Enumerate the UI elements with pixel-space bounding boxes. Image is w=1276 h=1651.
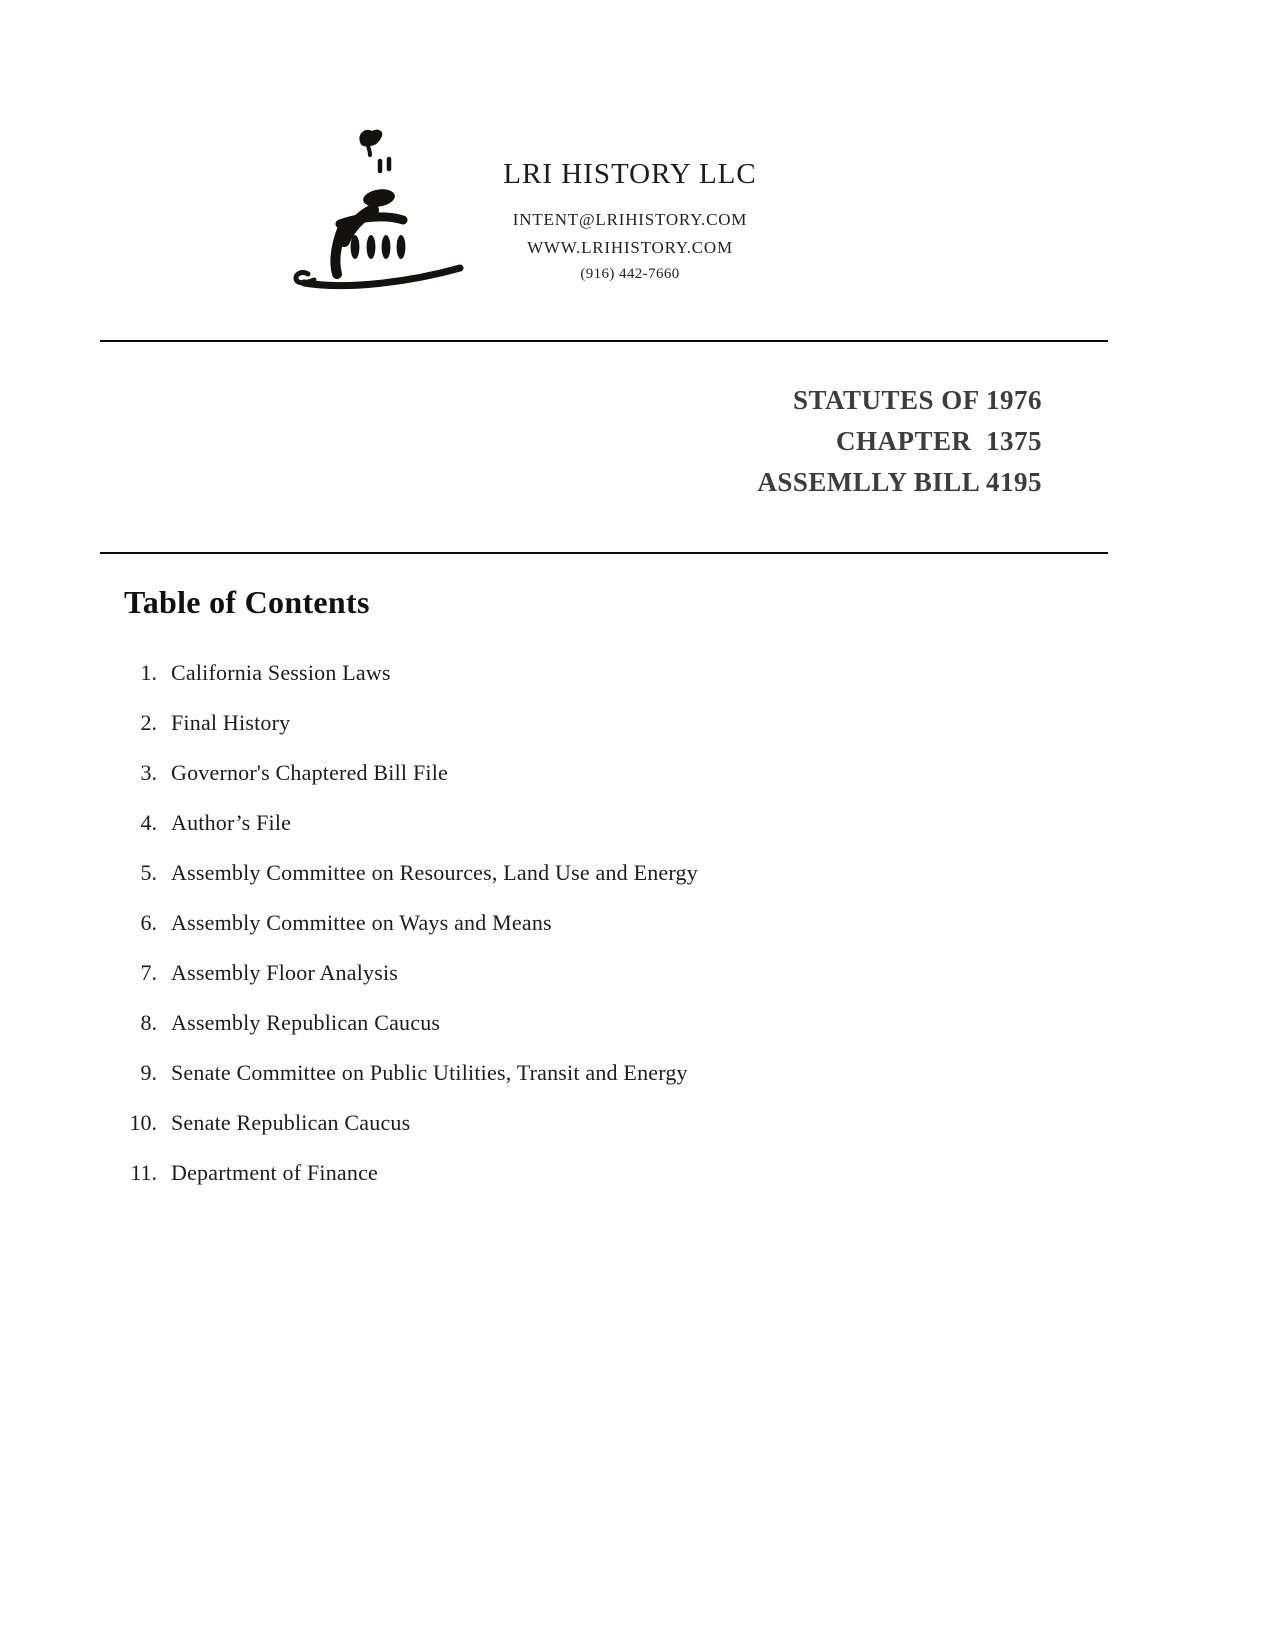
toc-item-number: 9. xyxy=(140,1060,157,1085)
toc-item-label: Assembly Committee on Ways and Means xyxy=(171,910,552,935)
chapter-line: CHAPTER 1375 xyxy=(835,426,1042,456)
toc-item xyxy=(100,948,1100,998)
company-email: INTENT@LRIHISTORY.COM xyxy=(512,210,748,229)
toc-item-number: 2. xyxy=(140,710,157,735)
company-name: LRI HISTORY LLC xyxy=(503,158,757,190)
company-website: WWW.LRIHISTORY.COM xyxy=(527,238,733,257)
toc-item-number: 6. xyxy=(140,910,157,935)
company-phone: (916) 442-7660 xyxy=(580,266,680,282)
toc-item xyxy=(100,648,1100,698)
toc-item-number: 4. xyxy=(140,810,157,835)
toc-item xyxy=(100,1148,1100,1198)
toc-item xyxy=(100,698,1100,748)
toc-item-number: 1. xyxy=(140,660,157,685)
toc-item-number: 3. xyxy=(140,760,157,785)
toc-item xyxy=(100,848,1100,898)
toc-item-label: California Session Laws xyxy=(171,660,391,685)
toc-item-label: Governor's Chaptered Bill File xyxy=(171,760,448,785)
toc-item-label: Final History xyxy=(171,710,291,735)
bill-line: ASSEMLLY BILL 4195 xyxy=(757,467,1042,497)
toc-item-number: 7. xyxy=(140,960,157,985)
toc-item-label: Assembly Republican Caucus xyxy=(171,1010,441,1035)
title-block xyxy=(757,380,1042,503)
toc-list xyxy=(100,648,1100,1198)
toc-item-label: Department of Finance xyxy=(171,1160,379,1185)
toc-item xyxy=(100,748,1100,798)
toc-item-number: 11. xyxy=(130,1160,157,1185)
letterhead xyxy=(430,158,830,283)
toc-item-label: Senate Committee on Public Utilities, Transit and Energy xyxy=(171,1060,688,1085)
toc-item xyxy=(100,898,1100,948)
toc-item-label: Assembly Committee on Resources, Land Use and Energy xyxy=(171,860,698,885)
toc-item xyxy=(100,1048,1100,1098)
toc-heading: Table of Contents xyxy=(124,584,370,620)
toc-item-number: 10. xyxy=(129,1110,157,1135)
toc-item-number: 5. xyxy=(140,860,157,885)
toc-item xyxy=(100,1098,1100,1148)
toc-item-label: Senate Republican Caucus xyxy=(171,1110,411,1135)
toc-item-number: 8. xyxy=(140,1010,157,1035)
toc-item-label: Author’s File xyxy=(171,810,292,835)
horizontal-rule-bottom xyxy=(100,552,1108,554)
toc-item-label: Assembly Floor Analysis xyxy=(171,960,399,985)
statutes-line: STATUTES OF 1976 xyxy=(792,385,1042,415)
toc-item xyxy=(100,998,1100,1048)
horizontal-rule-top xyxy=(100,340,1108,342)
toc-item xyxy=(100,798,1100,848)
